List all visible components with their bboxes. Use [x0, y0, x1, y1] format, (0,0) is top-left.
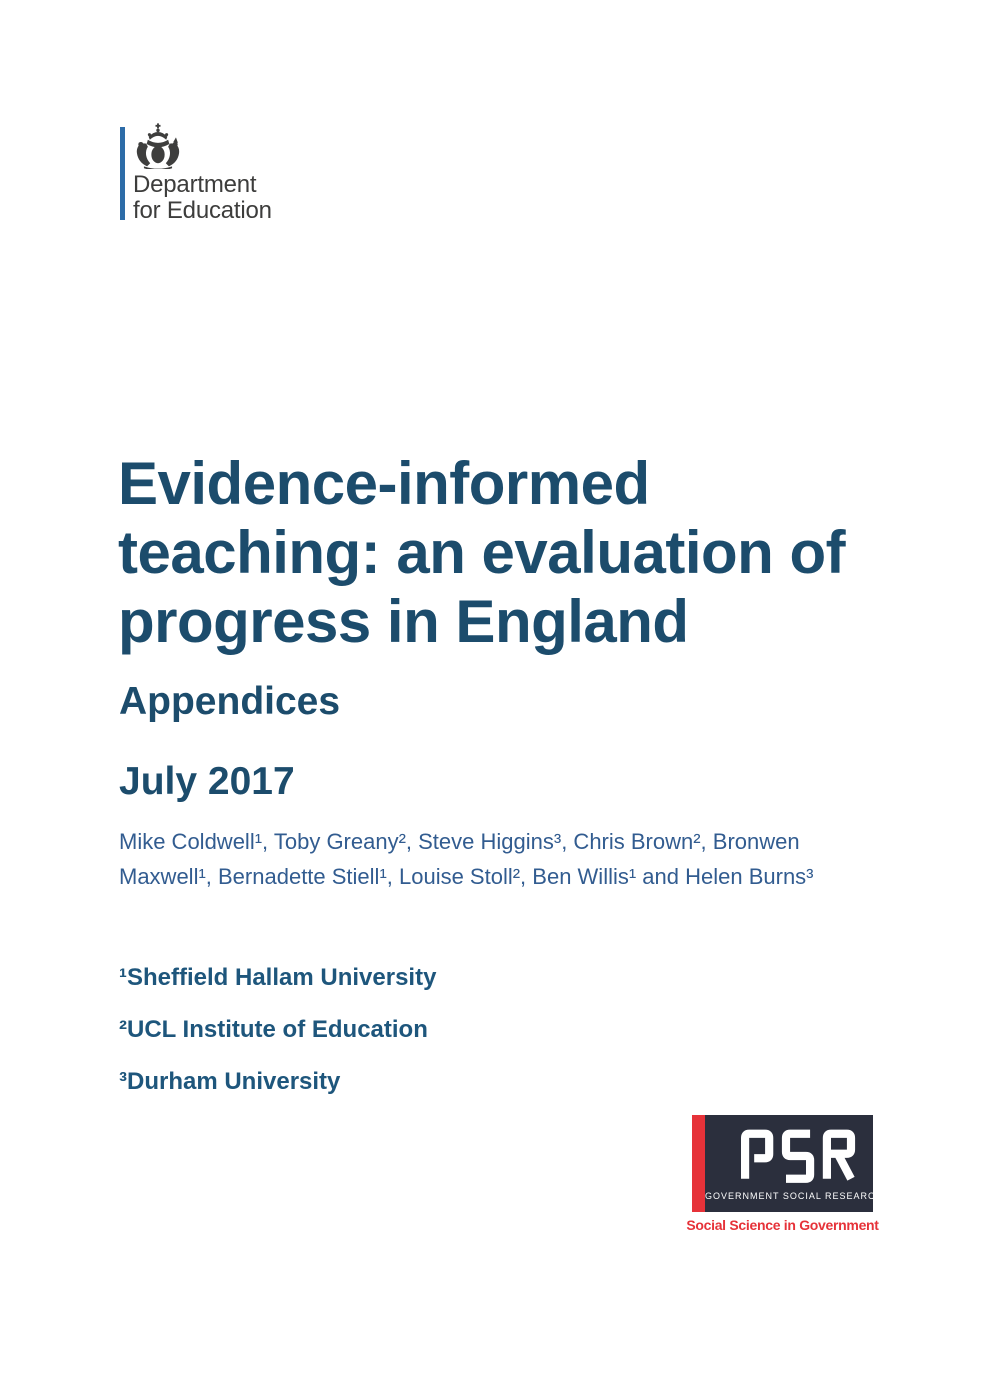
dfe-logo: [120, 122, 340, 232]
affiliation-ucl: ²UCL Institute of Education: [119, 1016, 428, 1043]
dfe-logo-text: [133, 172, 272, 224]
report-title-line2: teaching: an evaluation of: [118, 519, 846, 586]
author-list: [119, 824, 919, 894]
gsr-logo-box: [692, 1115, 884, 1212]
gsr-red-stripe: [692, 1115, 705, 1212]
royal-coat-of-arms-icon: [133, 123, 183, 169]
report-title: [118, 449, 918, 656]
affiliation-durham: ³Durham University: [119, 1068, 341, 1095]
dfe-logo-line1: Department: [133, 171, 257, 198]
report-title-line3: progress in England: [118, 588, 689, 655]
dfe-logo-line2: for Education: [133, 197, 272, 224]
report-subtitle: Appendices: [119, 680, 341, 723]
gsr-banner-text: GOVERNMENT SOCIAL RESEARCH: [705, 1191, 884, 1201]
author-line2: Maxwell¹, Bernadette Stiell¹, Louise Stoll², Ben Willis¹ and Helen Burns³: [119, 864, 814, 889]
affiliation-sheffield-hallam: ¹Sheffield Hallam University: [119, 964, 437, 991]
report-title-line1: Evidence-informed: [118, 450, 650, 517]
author-line1: Mike Coldwell¹, Toby Greany², Steve Higgins³, Chris Brown², Bronwen: [119, 829, 800, 854]
gsr-logo: [686, 1115, 884, 1245]
publication-date: July 2017: [119, 760, 295, 803]
gsr-tagline: Social Science in Government: [686, 1217, 879, 1233]
gsr-letters-icon: [734, 1126, 858, 1186]
dfe-logo-bar: [120, 127, 125, 220]
